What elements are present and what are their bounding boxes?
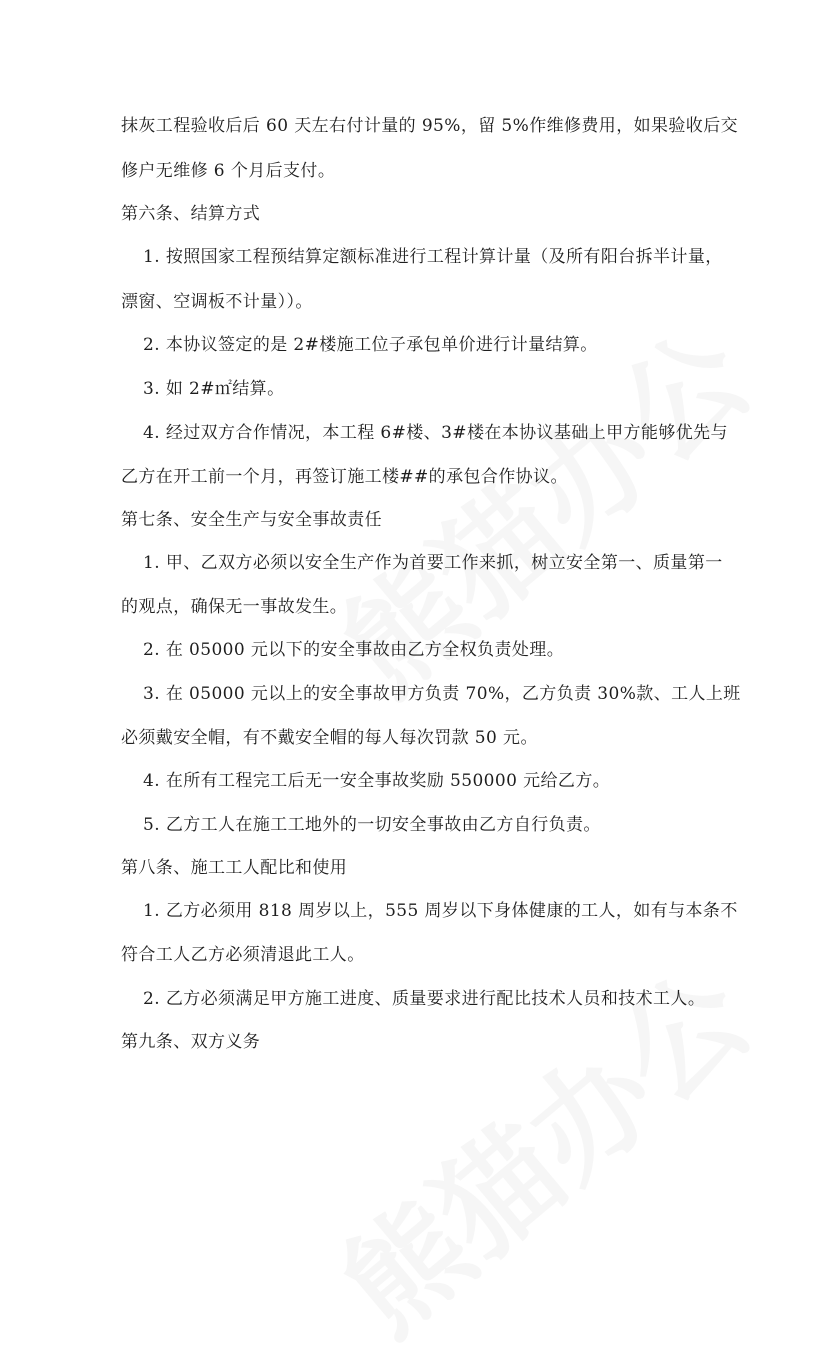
list-item-continuation: 漂窗、空调板不计量））。 — [121, 292, 313, 312]
section-heading: 第九条、双方义务 — [121, 1032, 261, 1052]
list-item: 2. 乙方必须满足甲方施工进度、质量要求进行配比技术人员和技术工人。 — [143, 989, 706, 1009]
list-item: 1. 按照国家工程预结算定额标准进行工程计算计量（及所有阳台拆半计量， — [143, 247, 723, 267]
list-item-continuation: 必须戴安全帽，有不戴安全帽的每人每次罚款 50 元。 — [121, 728, 538, 748]
list-item: 1. 乙方必须用 818 周岁以上，555 周岁以下身体健康的工人，如有与本条不 — [143, 901, 738, 921]
section-heading: 第七条、安全生产与安全事故责任 — [121, 510, 382, 530]
list-item: 3. 在 05000 元以上的安全事故甲方负责 70%，乙方负责 30%款、工人上班 — [143, 684, 741, 704]
paragraph-line: 修户无维修 6 个月后支付。 — [121, 161, 336, 181]
section-heading: 第八条、施工工人配比和使用 — [121, 858, 348, 878]
list-item: 4. 在所有工程完工后无一安全事故奖励 550000 元给乙方。 — [143, 771, 611, 791]
list-item: 1. 甲、乙双方必须以安全生产作为首要工作来抓，树立安全第一、质量第一 — [143, 553, 723, 573]
list-item: 3. 如 2#㎡结算。 — [143, 379, 285, 399]
section-heading: 第六条、结算方式 — [121, 204, 261, 224]
list-item: 4. 经过双方合作情况，本工程 6#楼、3#楼在本协议基础上甲方能够优先与 — [143, 423, 728, 443]
paragraph-line: 抹灰工程验收后后 60 天左右付计量的 95%，留 5%作维修费用，如果验收后交 — [121, 116, 738, 136]
list-item: 2. 在 05000 元以下的安全事故由乙方全权负责处理。 — [143, 640, 565, 660]
list-item: 2. 本协议签定的是 2#楼施工位子承包单价进行计量结算。 — [143, 335, 598, 355]
list-item-continuation: 符合工人乙方必须清退此工人。 — [121, 945, 365, 965]
list-item: 5. 乙方工人在施工工地外的一切安全事故由乙方自行负责。 — [143, 815, 601, 835]
list-item-continuation: 的观点，确保无一事故发生。 — [121, 597, 348, 617]
list-item-continuation: 乙方在开工前一个月，再签订施工楼##的承包合作协议。 — [121, 467, 568, 487]
